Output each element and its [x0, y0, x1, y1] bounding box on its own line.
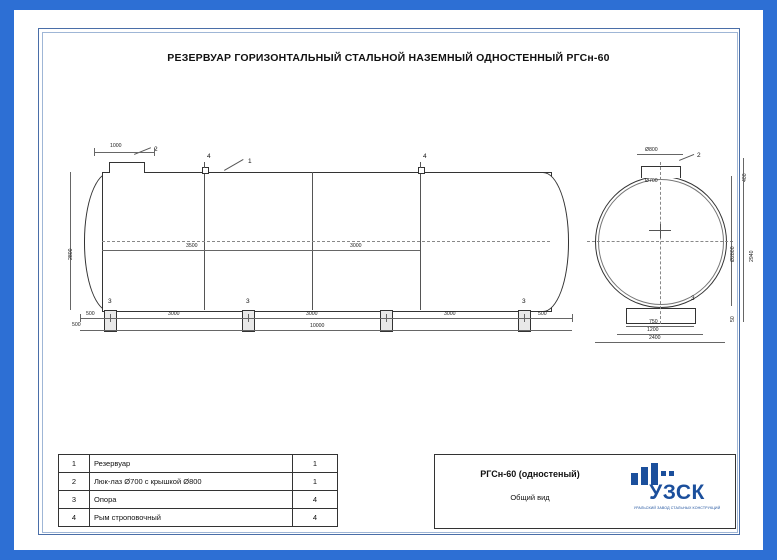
title-block-name: РГСн-60 (одностеный) — [480, 469, 580, 479]
dim-base-right-offset: 500 — [538, 311, 547, 317]
spec-name: Резервуар — [90, 455, 293, 473]
company-logo — [627, 461, 727, 519]
dim-tick — [110, 314, 111, 322]
dim-base-span-3: 3000 — [444, 311, 456, 317]
end-item-tag-2: 2 — [697, 152, 701, 159]
spec-qty: 4 — [293, 509, 338, 527]
tag-leader-1 — [224, 159, 244, 171]
dim-line-upper-1 — [102, 250, 312, 251]
spec-pos: 3 — [59, 491, 90, 509]
spec-pos: 1 — [59, 455, 90, 473]
table-row — [59, 491, 338, 509]
end-view — [579, 147, 759, 341]
spec-name: Опора — [90, 491, 293, 509]
dim-upper-2: 3000 — [350, 243, 362, 249]
dim-line-base-width — [595, 342, 725, 343]
spec-table — [58, 454, 338, 527]
title-block — [434, 454, 736, 529]
lug-leader — [420, 162, 421, 168]
dim-upper-1: 3500 — [186, 243, 198, 249]
dim-tick — [80, 314, 81, 322]
end-item-tag-3: 3 — [691, 295, 695, 302]
dim-base-span-1: 3000 — [168, 311, 180, 317]
end-centerline-v — [660, 162, 661, 324]
dim-line-manhole — [94, 152, 154, 153]
end-manhole-hatch — [641, 166, 681, 178]
dim-overall-height: 2940 — [749, 250, 755, 262]
table-row — [59, 455, 338, 473]
item-tag-4-b: 4 — [423, 153, 427, 160]
table-row — [59, 509, 338, 527]
dim-tick — [386, 314, 387, 322]
dim-tick — [524, 314, 525, 322]
dim-base-inner: 750 — [649, 319, 658, 325]
spec-name: Люк-лаз Ø700 с крышкой Ø800 — [90, 473, 293, 491]
end-tag-leader-2 — [679, 154, 694, 161]
tank-centerline — [102, 241, 550, 242]
table-row — [59, 473, 338, 491]
side-view — [68, 143, 574, 340]
tank-right-head — [542, 172, 569, 312]
dim-manhole-width: 1000 — [110, 143, 122, 149]
spec-pos: 4 — [59, 509, 90, 527]
dim-tick — [572, 314, 573, 322]
lifting-lug — [202, 167, 209, 174]
spec-pos: 2 — [59, 473, 90, 491]
dim-height: 2800 — [68, 248, 74, 260]
dim-line-base-chain — [80, 318, 572, 319]
dim-manhole-inner: Ø700 — [645, 178, 658, 184]
item-tag-1: 1 — [248, 158, 252, 165]
dim-line-upper-2 — [312, 250, 420, 251]
dim-base-mid: 1200 — [647, 327, 659, 333]
end-support-base — [626, 308, 696, 324]
dim-line-base-inner — [626, 326, 694, 327]
dim-base-span-2: 3000 — [306, 311, 318, 317]
dim-total-length: 10000 — [310, 323, 325, 329]
drawing-sheet — [14, 10, 763, 550]
dim-line-overall-height — [743, 158, 744, 322]
manhole-hatch — [109, 162, 145, 173]
item-tag-3-b: 3 — [246, 298, 250, 305]
dim-diameter: Ø2800 — [730, 246, 736, 262]
spec-qty: 1 — [293, 455, 338, 473]
tank-shell — [102, 172, 552, 312]
dim-edge-left: 500 — [72, 322, 81, 328]
title-block-subtitle: Общий вид — [510, 493, 550, 502]
spec-qty: 1 — [293, 473, 338, 491]
item-tag-4-a: 4 — [207, 153, 211, 160]
dim-line-height — [70, 172, 71, 310]
logo-text: УЗСК — [649, 481, 705, 504]
dim-base-left-offset: 500 — [86, 311, 95, 317]
dim-base-width: 2400 — [649, 335, 661, 341]
dim-tick — [248, 314, 249, 322]
item-tag-3-c: 3 — [522, 298, 526, 305]
lug-leader — [204, 162, 205, 168]
dim-line-total — [80, 330, 572, 331]
item-tag-3-a: 3 — [108, 298, 112, 305]
end-center-mark-v — [660, 224, 661, 238]
item-tag-2: 2 — [154, 146, 158, 153]
spec-name: Рым строповочный — [90, 509, 293, 527]
dim-line-manhole-outer — [637, 154, 683, 155]
dim-manhole-outer: Ø800 — [645, 147, 658, 153]
dim-base-height: 50 — [730, 316, 736, 322]
tank-end-circle-inner — [598, 179, 724, 305]
lifting-lug — [418, 167, 425, 174]
page-title: РЕЗЕРВУАР ГОРИЗОНТАЛЬНЫЙ СТАЛЬНОЙ НАЗЕМНЫЙ ОДНОСТЕННЫЙ РГСн-60 — [167, 52, 610, 64]
dim-nozzle-height: 400 — [742, 173, 748, 182]
spec-qty: 4 — [293, 491, 338, 509]
logo-subtext: УРАЛЬСКИЙ ЗАВОД СТАЛЬНЫХ КОНСТРУКЦИЙ — [633, 506, 721, 510]
dim-line-diameter — [731, 176, 732, 306]
dim-tick — [94, 148, 95, 156]
dim-tick — [154, 148, 155, 156]
